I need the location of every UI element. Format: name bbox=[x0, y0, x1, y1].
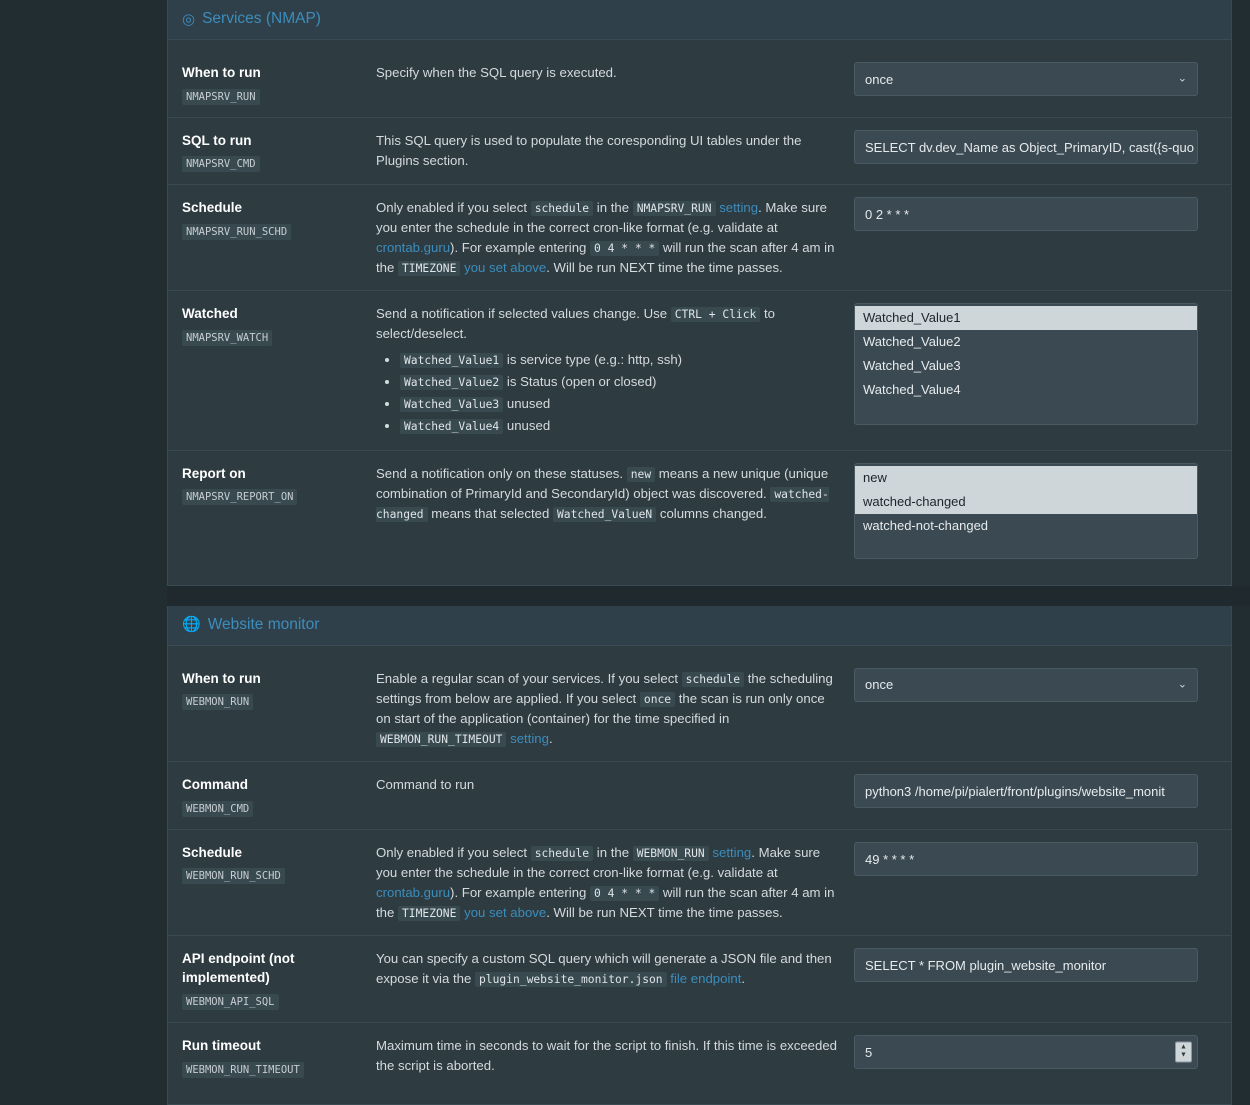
inline-code: 0 4 * * * bbox=[590, 886, 659, 901]
description-list-item: • Watched_Value2 is Status (open or closed) bbox=[400, 372, 838, 392]
inline-code: Watched_Value1 bbox=[400, 353, 503, 368]
setting-title: Run timeout bbox=[182, 1037, 261, 1053]
select-value: once bbox=[865, 677, 894, 693]
setting-title: Report on bbox=[182, 465, 246, 481]
doc-link[interactable]: crontab.guru bbox=[376, 240, 451, 256]
inline-code: once bbox=[640, 692, 675, 707]
setting-title: API endpoint (not implemented) bbox=[182, 950, 295, 986]
setting-description-webmon-cmd: Command to run bbox=[376, 777, 475, 792]
setting-title: Schedule bbox=[182, 200, 243, 216]
inline-code: plugin_website_monitor.json bbox=[475, 972, 667, 987]
input-webmon-run-schd[interactable]: 49 * * * * bbox=[854, 842, 1198, 876]
select-webmon-run[interactable] bbox=[854, 668, 1198, 702]
setting-label-nmapsrv-report-on bbox=[182, 463, 376, 506]
setting-title: Watched bbox=[182, 306, 238, 322]
select-value: once bbox=[865, 71, 894, 87]
setting-code: WEBMON_CMD bbox=[182, 801, 253, 817]
setting-code: NMAPSRV_WATCH bbox=[182, 330, 272, 346]
globe-icon: 🌐 bbox=[182, 616, 201, 634]
chevron-down-icon: ⌄ bbox=[1177, 72, 1187, 85]
panel-nmap bbox=[167, 0, 1232, 586]
listbox-option[interactable]: watched-not-changed bbox=[863, 517, 989, 533]
setting-row-nmapsrv-run-schd bbox=[168, 185, 1231, 291]
setting-field-nmapsrv-watch bbox=[854, 303, 1217, 425]
inline-code: new bbox=[627, 467, 655, 482]
doc-link[interactable]: you set above bbox=[464, 904, 547, 920]
setting-description-nmapsrv-cmd: This SQL query is used to populate the coresponding UI tables under the Plugins section. bbox=[376, 132, 802, 168]
listbox-nmapsrv-report-on[interactable] bbox=[854, 463, 1198, 559]
input-nmapsrv-run-schd[interactable]: 0 2 * * * bbox=[854, 197, 1198, 231]
doc-link[interactable]: crontab.guru bbox=[376, 884, 451, 900]
setting-label-webmon-run-schd bbox=[182, 842, 376, 885]
input-nmapsrv-cmd[interactable]: SELECT dv.dev_Name as Object_PrimaryID, cast({s-quo bbox=[854, 130, 1198, 164]
setting-code: WEBMON_RUN_TIMEOUT bbox=[182, 1062, 304, 1078]
setting-row-nmapsrv-run bbox=[168, 50, 1231, 118]
setting-code-wrap bbox=[182, 688, 364, 710]
inline-code: Watched_Value2 bbox=[400, 375, 503, 390]
setting-title: Command bbox=[182, 777, 249, 792]
setting-code: NMAPSRV_CMD bbox=[182, 156, 260, 172]
setting-code-wrap bbox=[182, 795, 364, 817]
doc-link[interactable]: setting bbox=[719, 200, 759, 216]
chevron-down-icon: ⌄ bbox=[1177, 678, 1187, 691]
setting-field-nmapsrv-cmd bbox=[854, 130, 1217, 164]
listbox-nmapsrv-watch[interactable] bbox=[854, 303, 1198, 425]
inline-code: 0 4 * * * bbox=[590, 241, 659, 256]
panel-spacer bbox=[167, 586, 1250, 606]
listbox-option[interactable]: watched-changed bbox=[855, 490, 1197, 514]
setting-label-webmon-run-timeout bbox=[182, 1035, 376, 1078]
setting-field-webmon-cmd bbox=[854, 774, 1217, 808]
setting-field-webmon-run-timeout bbox=[854, 1035, 1217, 1069]
settings-content bbox=[167, 0, 1250, 1076]
inline-code: schedule bbox=[531, 201, 593, 216]
inline-code: schedule bbox=[682, 672, 744, 687]
setting-row-webmon-run bbox=[168, 656, 1231, 762]
setting-row-webmon-cmd bbox=[168, 762, 1231, 830]
doc-link[interactable]: setting bbox=[510, 730, 549, 746]
setting-description-nmapsrv-run: Specify when the SQL query is executed. bbox=[376, 65, 617, 80]
setting-label-nmapsrv-run-schd bbox=[182, 197, 376, 240]
inline-code: TIMEZONE bbox=[398, 261, 460, 276]
setting-field-webmon-api-sql bbox=[854, 948, 1217, 982]
setting-row-webmon-run-timeout bbox=[168, 1023, 1231, 1090]
setting-row-nmapsrv-cmd bbox=[168, 118, 1231, 186]
panel-body-webmon bbox=[168, 646, 1231, 1104]
setting-field-nmapsrv-run-schd bbox=[854, 197, 1217, 231]
setting-code-wrap bbox=[182, 1056, 364, 1078]
listbox-option[interactable]: Watched_Value4 bbox=[863, 382, 961, 398]
setting-description-webmon-run: Enable a regular scan of your services. If you select schedule the scheduling settings from below are applied. If you select once the scan is run only once on start of the application (container) for the time specified in WEBMON_RUN_TIMEOUT setting. bbox=[376, 670, 833, 746]
setting-code-wrap bbox=[182, 862, 364, 884]
inline-code: CTRL + Click bbox=[671, 307, 761, 322]
setting-code-wrap bbox=[182, 150, 364, 172]
setting-description-webmon-run-schd: Only enabled if you select schedule in the WEBMON_RUN setting. Make sure you enter the schedule in the correct cron-like format (e.g. validate at crontab.guru). For example entering 0 4 * * * will run the scan after 4 am in the TIMEZONE you set above. Will be run NEXT time the time passes. bbox=[376, 844, 835, 920]
setting-code: NMAPSRV_REPORT_ON bbox=[182, 489, 297, 505]
setting-row-nmapsrv-report-on bbox=[168, 451, 1231, 571]
inline-code: Watched_Value4 bbox=[400, 419, 503, 434]
panel-webmon bbox=[167, 606, 1232, 1105]
inline-code: NMAPSRV_RUN bbox=[633, 201, 716, 216]
select-nmapsrv-run[interactable] bbox=[854, 62, 1198, 96]
inline-code: watched-changed bbox=[376, 487, 829, 521]
setting-label-webmon-cmd bbox=[182, 774, 376, 817]
setting-description-nmapsrv-watch: Send a notification if selected values change. Use CTRL + Click to select/deselect. • Watched_Value1 is service type (e.g.: http, ssh) • Watched_Value2 is Status (open or closed) • Watched_Value3 unused • Watched_Value4 unused bbox=[376, 303, 854, 437]
setting-field-nmapsrv-run bbox=[854, 62, 1217, 96]
setting-row-webmon-api-sql bbox=[168, 936, 1231, 1023]
panel-title: Website monitor bbox=[207, 615, 320, 633]
setting-title: Schedule bbox=[182, 844, 243, 860]
setting-title: When to run bbox=[182, 65, 261, 80]
doc-link[interactable]: you set above bbox=[464, 260, 547, 276]
panel-title: Services (NMAP) bbox=[202, 10, 321, 27]
setting-row-webmon-run-schd bbox=[168, 830, 1231, 936]
setting-code-wrap bbox=[182, 83, 364, 105]
setting-description-webmon-run-timeout: Maximum time in seconds to wait for the script to finish. If this time is exceeded the script is aborted. bbox=[376, 1037, 838, 1073]
input-webmon-api-sql[interactable]: SELECT * FROM plugin_website_monitor bbox=[854, 948, 1198, 982]
panel-header-nmap bbox=[168, 0, 1231, 40]
number-wrap-webmon-run-timeout bbox=[854, 1035, 1198, 1069]
setting-title: When to run bbox=[182, 670, 261, 686]
setting-field-webmon-run bbox=[854, 668, 1217, 702]
setting-code: NMAPSRV_RUN bbox=[182, 89, 260, 105]
sidebar-gutter bbox=[0, 0, 167, 1000]
setting-code: WEBMON_RUN bbox=[182, 694, 253, 710]
setting-label-webmon-run bbox=[182, 668, 376, 711]
radar-icon: ◎ bbox=[182, 10, 196, 28]
doc-link[interactable]: setting bbox=[712, 844, 752, 860]
setting-code-wrap bbox=[182, 988, 364, 1010]
setting-description-nmapsrv-run-schd: Only enabled if you select schedule in the NMAPSRV_RUN setting. Make sure you enter the schedule in the correct cron-like format (e.g. validate at crontab.guru). For example entering 0 4 * * * will run the scan after 4 am in the TIMEZONE you set above. Will be run NEXT time the time passes. bbox=[376, 200, 835, 276]
description-list-item: • Watched_Value3 unused bbox=[400, 394, 838, 414]
inline-code: WEBMON_RUN_TIMEOUT bbox=[376, 732, 506, 747]
listbox-option[interactable]: Watched_Value2 bbox=[863, 334, 961, 350]
description-list-item: • Watched_Value1 is service type (e.g.: http, ssh) bbox=[400, 350, 838, 370]
plugin-panels bbox=[167, 0, 1250, 1105]
setting-field-nmapsrv-report-on bbox=[854, 463, 1217, 559]
setting-code: WEBMON_API_SQL bbox=[182, 994, 279, 1010]
inline-code: TIMEZONE bbox=[398, 906, 460, 921]
setting-code: WEBMON_RUN_SCHD bbox=[182, 868, 285, 884]
input-webmon-cmd[interactable]: python3 /home/pi/pialert/front/plugins/website_monit bbox=[854, 774, 1198, 808]
setting-title: SQL to run bbox=[182, 132, 252, 148]
listbox-option[interactable]: new bbox=[855, 466, 1197, 490]
doc-link[interactable]: file endpoint bbox=[670, 970, 742, 986]
setting-label-nmapsrv-cmd bbox=[182, 130, 376, 173]
setting-code-wrap bbox=[182, 218, 364, 240]
setting-label-webmon-api-sql bbox=[182, 948, 376, 1010]
inline-code: Watched_Value3 bbox=[400, 397, 503, 412]
description-list-item: • Watched_Value4 unused bbox=[400, 416, 838, 436]
setting-code: NMAPSRV_RUN_SCHD bbox=[182, 224, 291, 240]
setting-field-webmon-run-schd bbox=[854, 842, 1217, 876]
panel-header-webmon bbox=[168, 606, 1231, 646]
inline-code: Watched_ValueN bbox=[553, 507, 656, 522]
setting-code-wrap bbox=[182, 324, 364, 346]
number-spinner-icon[interactable]: ▲ ▼ bbox=[1175, 1041, 1192, 1062]
inline-code: WEBMON_RUN bbox=[633, 846, 709, 861]
setting-description-nmapsrv-report-on: Send a notification only on these statuses. new means a new unique (unique combination of PrimaryId and SecondaryId) object was discovered. watched-changed means that selected Watched_ValueN columns changed. bbox=[376, 465, 829, 521]
panel-body-nmap bbox=[168, 40, 1231, 585]
setting-row-nmapsrv-watch bbox=[168, 291, 1231, 450]
listbox-option[interactable]: Watched_Value3 bbox=[863, 358, 961, 374]
input-webmon-run-timeout[interactable]: 5 bbox=[854, 1035, 1198, 1069]
setting-description-webmon-api-sql: You can specify a custom SQL query which will generate a JSON file and then expose it via the plugin_website_monitor.json file endpoint. bbox=[376, 950, 832, 986]
inline-code: schedule bbox=[531, 846, 593, 861]
setting-code-wrap bbox=[182, 483, 364, 505]
setting-label-nmapsrv-watch bbox=[182, 303, 376, 346]
listbox-option[interactable]: Watched_Value1 bbox=[855, 306, 1197, 330]
setting-label-nmapsrv-run bbox=[182, 62, 376, 105]
